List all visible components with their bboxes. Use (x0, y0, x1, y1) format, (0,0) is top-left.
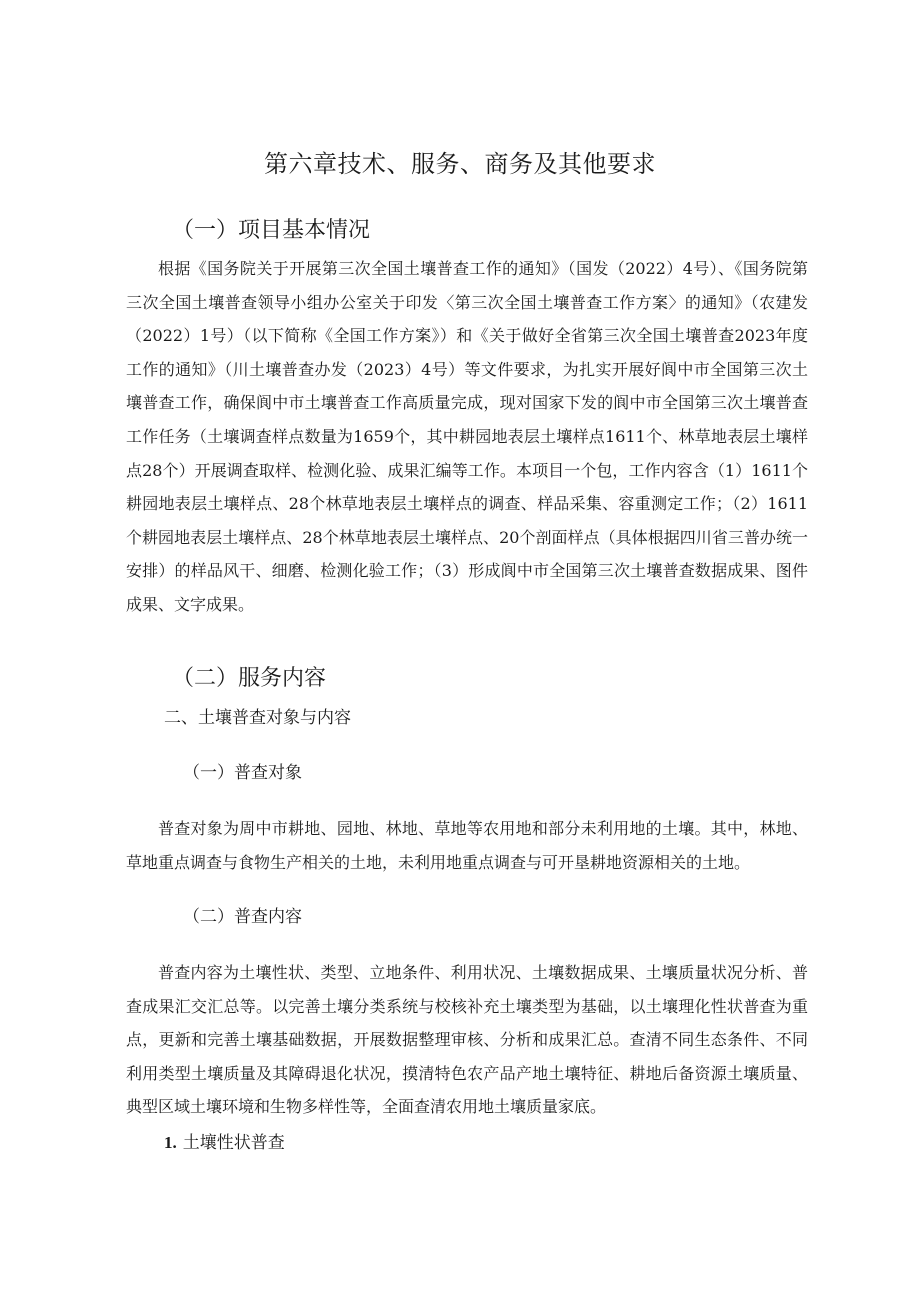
chapter-title: 第六章技术、服务、商务及其他要求 (264, 150, 656, 178)
paragraph-survey-object: 普查对象为周中市耕地、园地、林地、草地等农用地和部分未利用地的土壤。其中，林地、草地重点调查与食物生产相关的土地，未利用地重点调查与可开垦耕地资源相关的土地。 (126, 819, 808, 872)
heading-survey-content: （二）普查内容 (183, 907, 302, 927)
subheading-survey-object-and-content: 二、土壤普查对象与内容 (164, 708, 351, 728)
paragraph-basic-info: 根据《国务院关于开展第三次全国土壤普查工作的通知》（国发（2022）4号）、《国务院第三次全国土壤普查领导小组办公室关于印发〈第三次全国土壤普查工作方案〉的通知》（农建发（2022）1号）（以下简称《全国工作方案》）和《关于做好全省第三次全国土壤普查2023年度工作的通知》（川土壤普查办发（2023）4号）等文件要求，为扎实开展好阆中市全国第三次土壤普查工作，确保阆中市土壤普查工作高质量完成，现对国家下发的阆中市全国第三次土壤普查工作任务（土壤调查样点数量为1659个，其中耕园地表层土壤样点1611个、林草地表层土壤样点28个）开展调查取样、检测化验、成果汇编等工作。本项目一个包，工作内容含（1）1611个耕园地表层土壤样点、28个林草地表层土壤样点的调查、样品采集、容重测定工作；（2）1611个耕园地表层土壤样点、28个林草地表层土壤样点、20个剖面样点（具体根据四川省三普办统一安排）的样品风干、细磨、检测化验工作；（3）形成阆中市全国第三次土壤普查数据成果、图件成果、文字成果。 (126, 259, 808, 614)
section-heading-service-content: （二）服务内容 (172, 666, 327, 691)
item-label: 土壤性状普查 (182, 1133, 285, 1153)
heading-survey-object: （一）普查对象 (183, 763, 302, 783)
paragraph-survey-content: 普查内容为土壤性状、类型、立地条件、利用状况、土壤数据成果、土壤质量状况分析、普查成果汇交汇总等。以完善土壤分类系统与校核补充土壤类型为基础，以土壤理化性状普查为重点，更新和完善土壤基础数据，开展数据整理审核、分析和成果汇总。查清不同生态条件、不同利用类型土壤质量及其障碍退化状况，摸清特色农产品产地土壤特征、耕地后备资源土壤质量、典型区域土壤环境和生物多样性等，全面查清农用地土壤质量家底。 (126, 963, 808, 1117)
section-heading-basic-info: （一）项目基本情况 (172, 218, 371, 243)
item-number: 1. (164, 1133, 177, 1152)
numbered-heading-soil-property-survey (164, 1128, 285, 1153)
